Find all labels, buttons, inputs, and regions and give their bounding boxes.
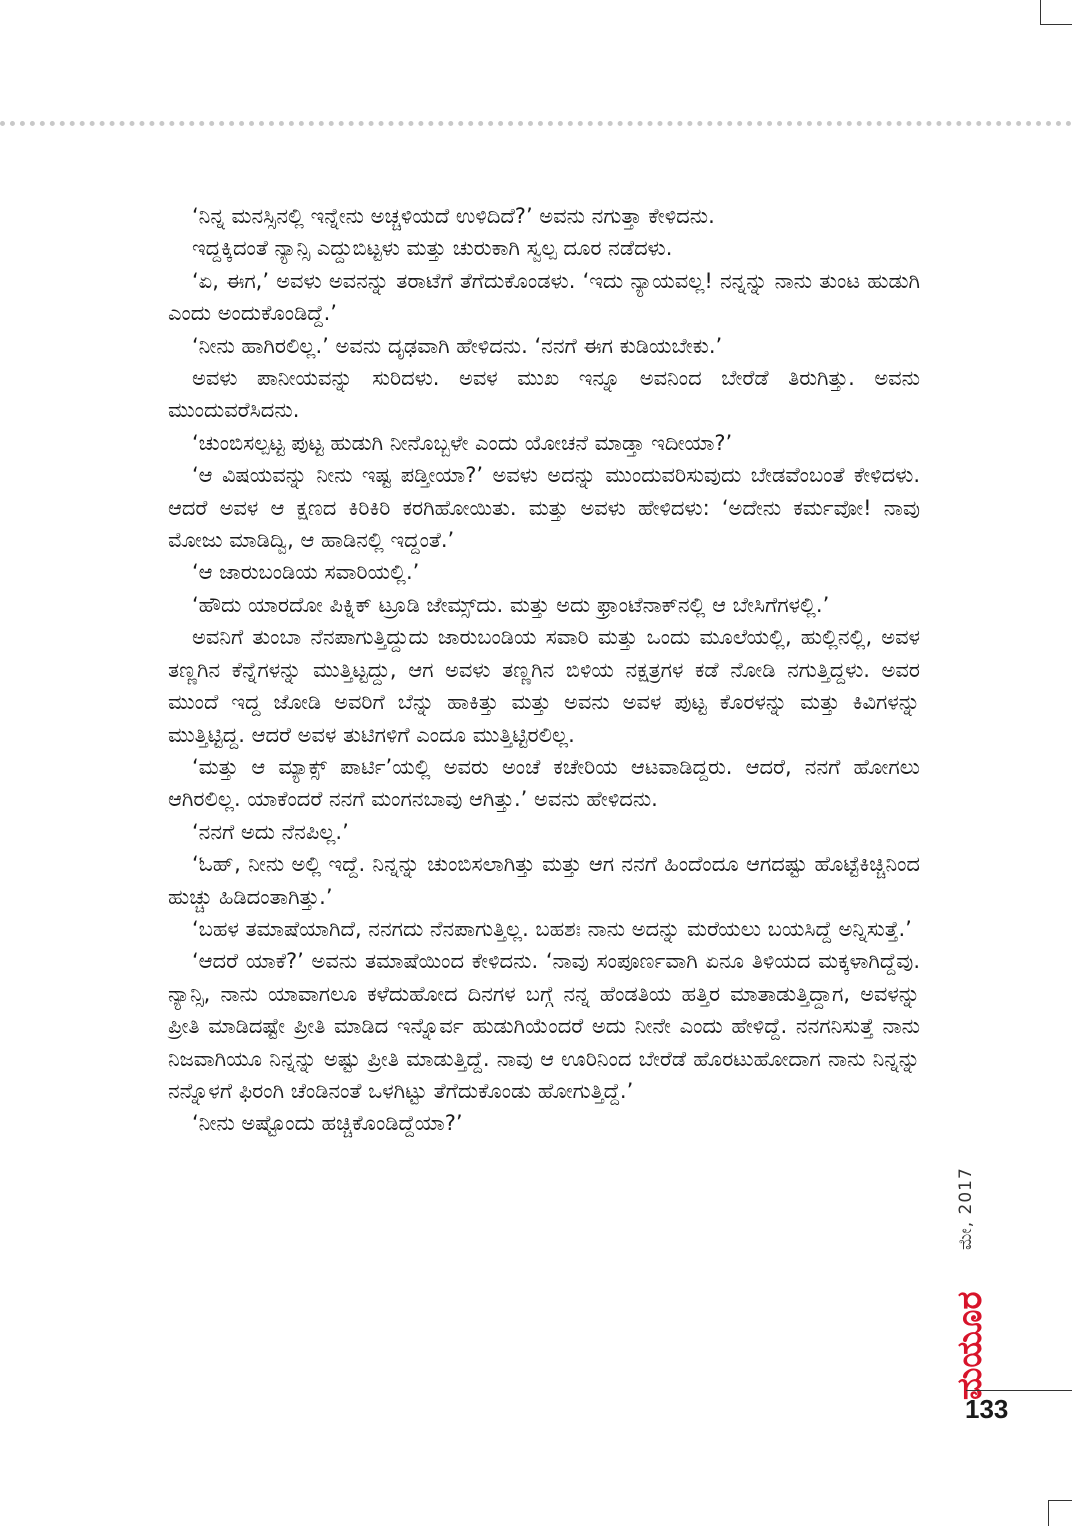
dotted-header-rule <box>0 121 1072 126</box>
crop-mark-bottom <box>1048 1500 1072 1526</box>
story-text-column <box>168 200 920 1140</box>
paragraph: ‘ಆ ಜಾರುಬಂಡಿಯ ಸವಾರಿಯಲ್ಲಿ.’ <box>192 560 420 585</box>
magazine-logo: ಮಯೂರ <box>950 1291 990 1400</box>
paragraph: ‘ಆದರೆ ಯಾಕೆ?’ ಅವನು ತಮಾಷೆಯಿಂದ ಕೇಳಿದನು. ‘ನಾವು ಸಂಪೂರ್ಣವಾಗಿ ಏನೂ ತಿಳಿಯದ ಮಕ್ಕಳಾಗಿದ್ದೆವು. ನ್ಯಾನ್ಸಿ, ನಾನು ಯಾವಾಗಲೂ ಕಳೆದುಹೋದ ದಿನಗಳ ಬಗ್ಗೆ ನನ್ನ ಹೆಂಡತಿಯ ಹತ್ತಿರ ಮಾತಾಡುತ್ತಿದ್ದಾಗ, ಅವಳನ್ನು ಪ್ರೀತಿ ಮಾಡಿದಷ್ಟೇ ಪ್ರೀತಿ ಮಾಡಿದ ಇನ್ನೊರ್ವ ಹುಡುಗಿಯೆಂದರೆ ಅದು ನೀನೇ ಎಂದು ಹೇಳಿದ್ದೆ. ನನಗನಿಸುತ್ತೆ ನಾನು ನಿಜವಾಗಿಯೂ ನಿನ್ನನ್ನು ಅಷ್ಟು ಪ್ರೀತಿ ಮಾಡುತ್ತಿದ್ದೆ. ನಾವು ಆ ಊರಿನಿಂದ ಬೇರೆಡೆ ಹೊರಟುಹೋದಾಗ ನಾನು ನಿನ್ನನ್ನು ನನ್ನೊಳಗೆ ಫಿರಂಗಿ ಚೆಂಡಿನಂತೆ ಒಳಗಿಟ್ಟು ತೆಗೆದುಕೊಂಡು ಹೋಗುತ್ತಿದ್ದೆ.’ <box>168 949 920 1103</box>
magazine-sidebar <box>950 1130 1020 1400</box>
issue-date: ಮೇ, 2017 <box>956 1167 976 1250</box>
crop-mark-top <box>1040 0 1072 25</box>
paragraph: ‘ಆ ವಿಷಯವನ್ನು ನೀನು ಇಷ್ಟ ಪಡ್ತೀಯಾ?’ ಅವಳು ಅದನ್ನು ಮುಂದುವರಿಸುವುದು ಬೇಡವೆಂಬಂತೆ ಕೇಳಿದಳು. ಆದರೆ ಅವಳ ಆ ಕ್ಷಣದ ಕಿರಿಕಿರಿ ಕರಗಿಹೋಯಿತು. ಮತ್ತು ಅವಳು ಹೇಳಿದಳು: ‘ಅದೇನು ಕರ್ಮವೋ! ನಾವು ಮೋಜು ಮಾಡಿದ್ವಿ, ಆ ಹಾಡಿನಲ್ಲಿ ಇದ್ದಂತೆ.’ <box>168 463 920 553</box>
paragraph: ಅವನಿಗೆ ತುಂಬಾ ನೆನಪಾಗುತ್ತಿದ್ದುದು ಜಾರುಬಂಡಿಯ ಸವಾರಿ ಮತ್ತು ಒಂದು ಮೂಲೆಯಲ್ಲಿ, ಹುಲ್ಲಿನಲ್ಲಿ, ಅವಳ ತಣ್ಣಗಿನ ಕೆನ್ನೆಗಳನ್ನು ಮುತ್ತಿಟ್ಟದ್ದು, ಆಗ ಅವಳು ತಣ್ಣಗಿನ ಬಿಳಿಯ ನಕ್ಷತ್ರಗಳ ಕಡೆ ನೋಡಿ ನಗುತ್ತಿದ್ದಳು. ಅವರ ಮುಂದೆ ಇದ್ದ ಜೋಡಿ ಅವರಿಗೆ ಬೆನ್ನು ಹಾಕಿತ್ತು ಮತ್ತು ಅವನು ಅವಳ ಪುಟ್ಟ ಕೊರಳನ್ನು ಮತ್ತು ಕಿವಿಗಳನ್ನು ಮುತ್ತಿಟ್ಟಿದ್ದ. ಆದರೆ ಅವಳ ತುಟಿಗಳಿಗೆ ಎಂದೂ ಮುತ್ತಿಟ್ಟಿರಲಿಲ್ಲ. <box>168 625 920 747</box>
paragraph: ‘ನಿನ್ನ ಮನಸ್ಸಿನಲ್ಲಿ ಇನ್ನೇನು ಅಚ್ಚಳಿಯದೆ ಉಳಿದಿದೆ?’ ಅವನು ನಗುತ್ತಾ ಕೇಳಿದನು. <box>192 204 715 228</box>
paragraph: ‘ಏ, ಈಗ,’ ಅವಳು ಅವನನ್ನು ತರಾಟೆಗೆ ತೆಗೆದುಕೊಂಡಳು. ‘ಇದು ನ್ಯಾಯವಲ್ಲ! ನನ್ನನ್ನು ನಾನು ತುಂಟ ಹುಡುಗಿ ಎಂದು ಅಂದುಕೊಂಡಿದ್ದೆ.’ <box>168 268 920 326</box>
paragraph: ಅವಳು ಪಾನೀಯವನ್ನು ಸುರಿದಳು. ಅವಳ ಮುಖ ಇನ್ನೂ ಅವನಿಂದ ಬೇರೆಡೆ ತಿರುಗಿತ್ತು. ಅವನು ಮುಂದುವರೆಸಿದನು. <box>168 366 920 423</box>
page-number: 133 <box>965 1394 1009 1424</box>
paragraph: ‘ಬಹಳ ತಮಾಷೆಯಾಗಿದೆ, ನನಗದು ನೆನಪಾಗುತ್ತಿಲ್ಲ. ಬಹಶಃ ನಾನು ಅದನ್ನು ಮರೆಯಲು ಬಯಸಿದ್ದೆ ಅನ್ನಿಸುತ್ತೆ.’ <box>192 916 912 941</box>
paragraph: ‘ಚುಂಬಿಸಲ್ಪಟ್ಟ ಪುಟ್ಟ ಹುಡುಗಿ ನೀನೊಬ್ಬಳೇ ಎಂದು ಯೋಚನೆ ಮಾಡ್ತಾ ಇದೀಯಾ?’ <box>192 430 733 455</box>
paragraph: ‘ಹೌದು ಯಾರದೋ ಪಿಕ್ನಿಕ್ ಟ್ರೂಡಿ ಜೇಮ್ಸ್‌ದು. ಮತ್ತು ಅದು ಫ್ರಾಂಟೆನಾಕ್‌ನಲ್ಲಿ ಆ ಬೇಸಿಗೆಗಳಲ್ಲಿ.’ <box>192 592 830 617</box>
paragraph: ‘ನನಗೆ ಅದು ನೆನಪಿಲ್ಲ.’ <box>192 819 349 844</box>
paragraph: ‘ಓಹ್, ನೀನು ಅಲ್ಲಿ ಇದ್ದೆ. ನಿನ್ನನ್ನು ಚುಂಬಿಸಲಾಗಿತ್ತು ಮತ್ತು ಆಗ ನನಗೆ ಹಿಂದೆಂದೂ ಆಗದಷ್ಟು ಹೊಟ್ಟೆಕಿಚ್ಚಿನಿಂದ ಹುಚ್ಚು ಹಿಡಿದಂತಾಗಿತ್ತು.’ <box>168 852 920 909</box>
paragraph: ‘ನೀನು ಹಾಗಿರಲಿಲ್ಲ.’ ಅವನು ದೃಢವಾಗಿ ಹೇಳಿದನು. ‘ನನಗೆ ಈಗ ಕುಡಿಯಬೇಕು.’ <box>192 333 723 358</box>
paragraph: ‘ಮತ್ತು ಆ ಮ್ಯಾಕ್ಸ್ ಪಾರ್ಟಿ’ಯಲ್ಲಿ ಅವರು ಅಂಚೆ ಕಚೇರಿಯ ಆಟವಾಡಿದ್ದರು. ಆದರೆ, ನನಗೆ ಹೋಗಲು ಆಗಿರಲಿಲ್ಲ. ಯಾಕೆಂದರೆ ನನಗೆ ಮಂಗನಬಾವು ಆಗಿತ್ತು.’ ಅವನು ಹೇಳಿದನು. <box>168 754 920 812</box>
paragraph: ಇದ್ದಕ್ಕಿದಂತೆ ನ್ಯಾನ್ಸಿ ಎದ್ದುಬಿಟ್ಟಳು ಮತ್ತು ಚುರುಕಾಗಿ ಸ್ವಲ್ಪ ದೂರ ನಡೆದಳು. <box>192 236 673 261</box>
paragraph: ‘ನೀನು ಅಷ್ಟೊಂದು ಹಚ್ಚಿಕೊಂಡಿದ್ದೆಯಾ?’ <box>192 1111 463 1136</box>
page-number-rule <box>966 1390 1072 1391</box>
